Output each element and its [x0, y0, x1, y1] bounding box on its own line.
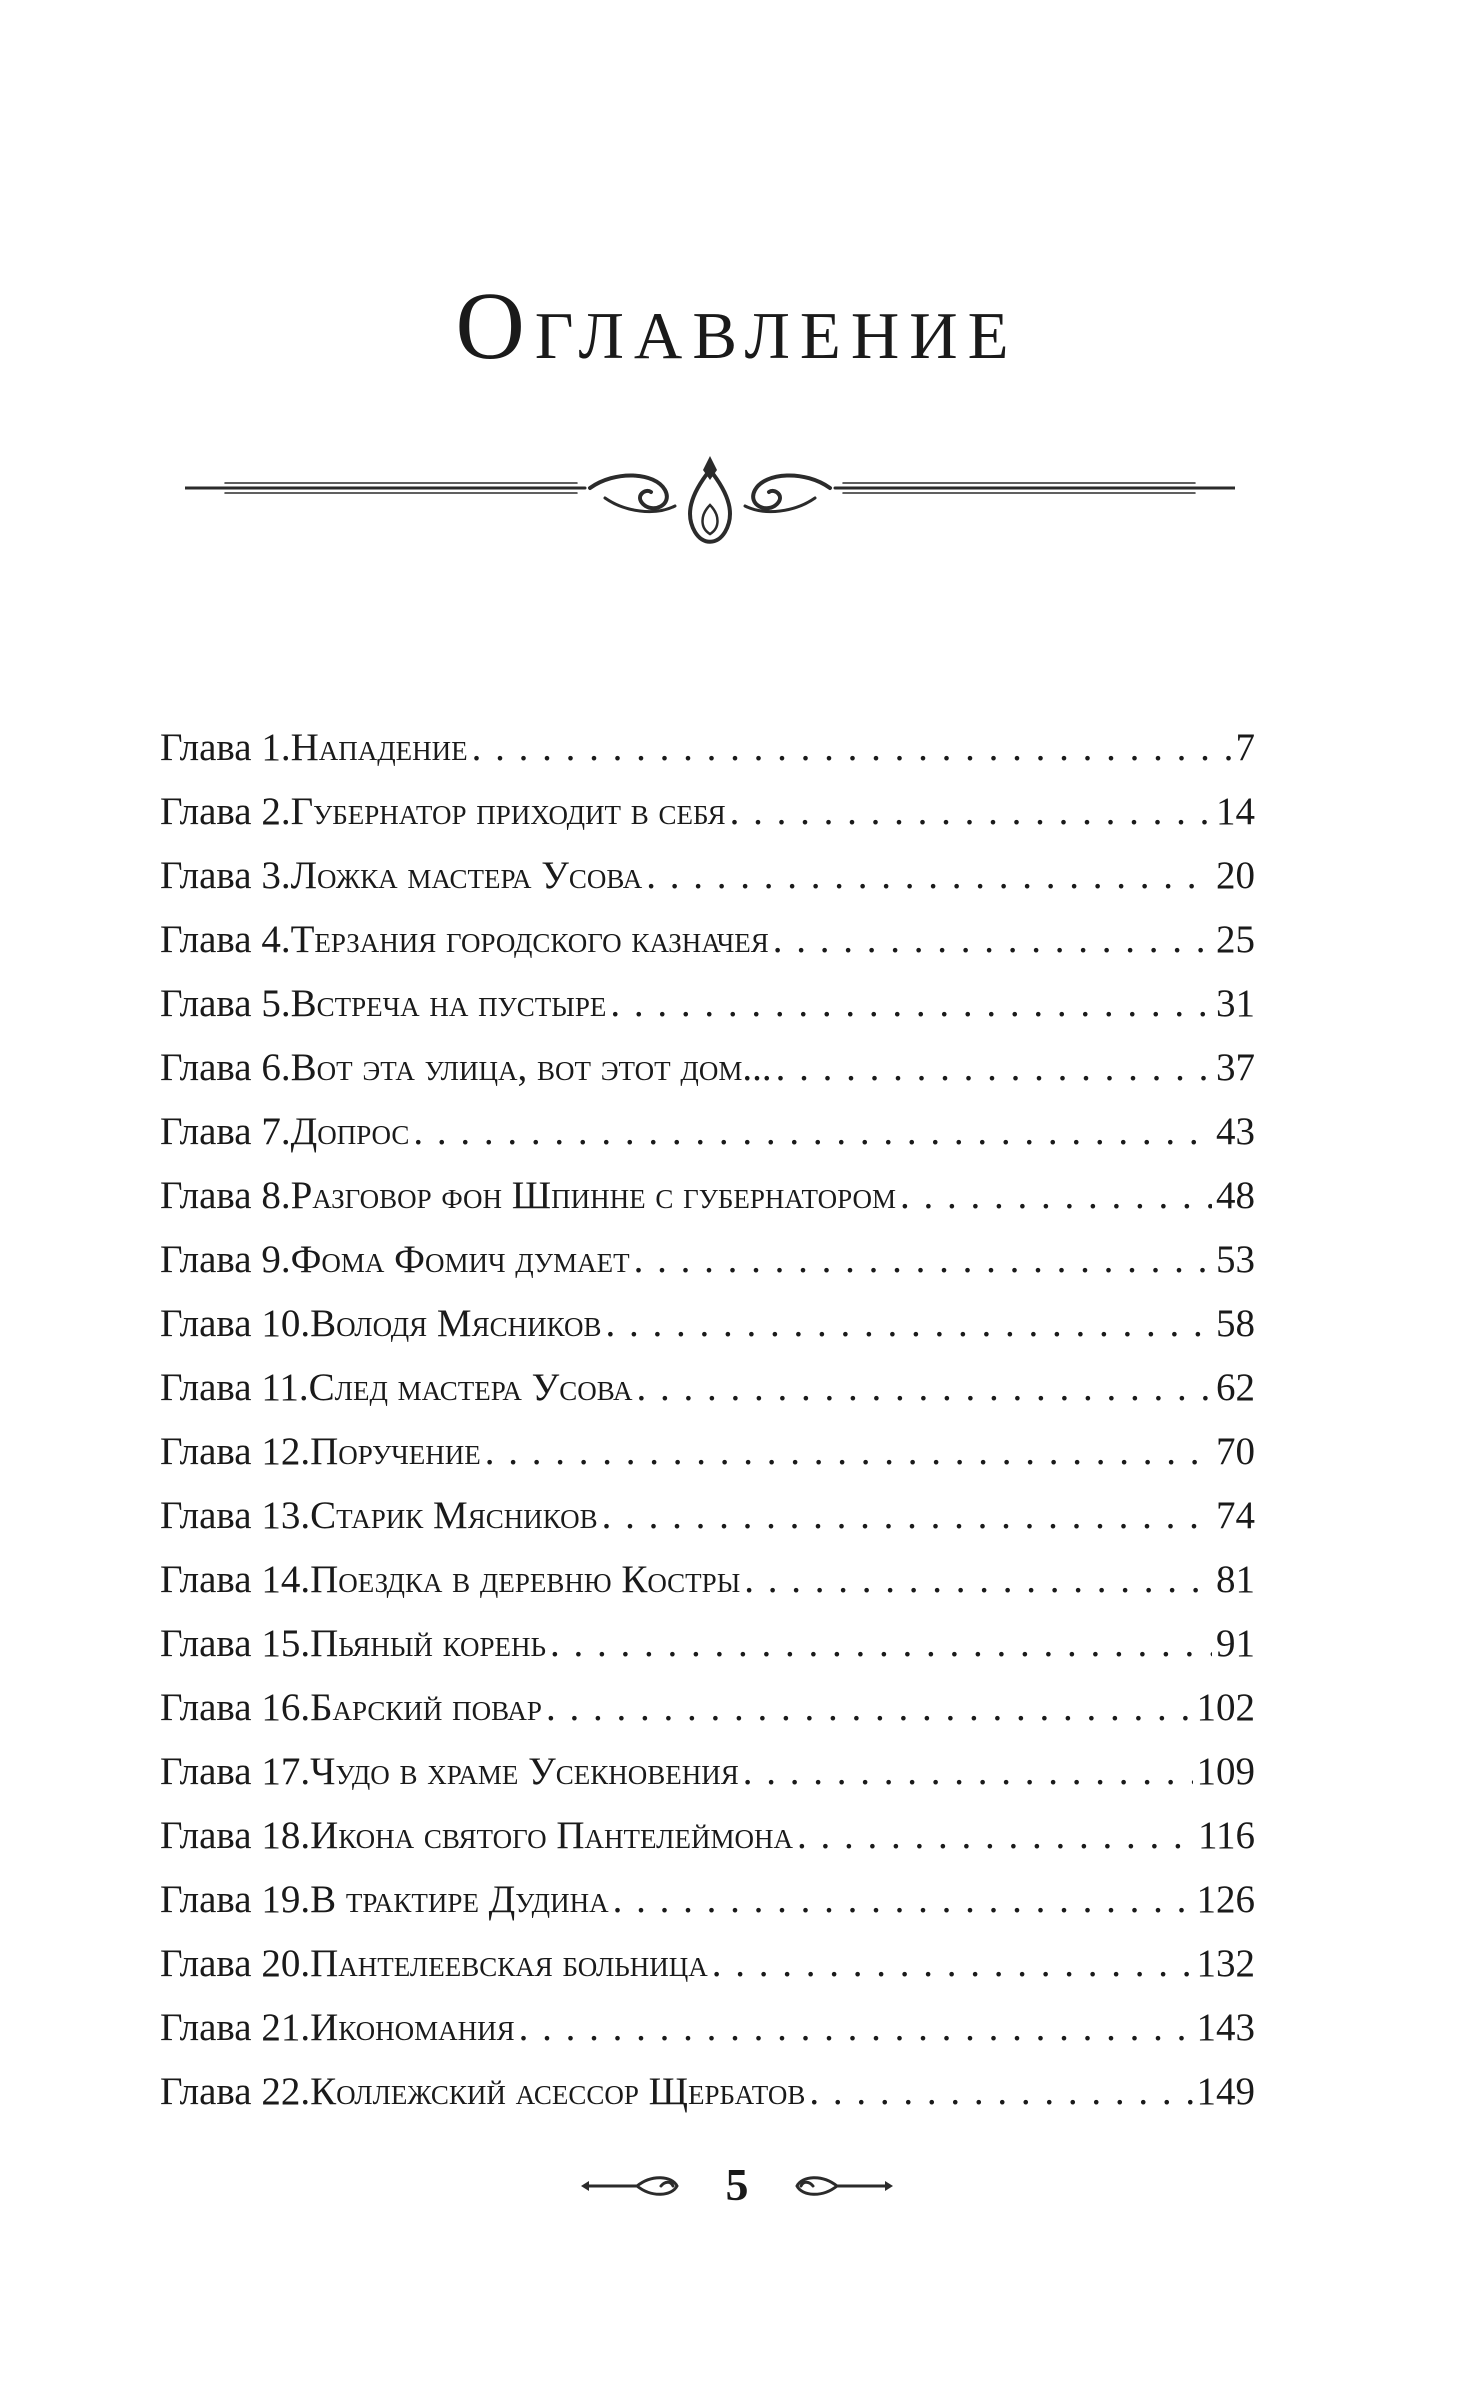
- toc-chapter-title: Пьяный корень: [310, 1622, 546, 1665]
- toc-page-number: 20: [1216, 854, 1255, 897]
- toc-entry[interactable]: [160, 853, 1255, 917]
- toc-label: Глава 19.: [160, 1878, 311, 1921]
- toc-entry[interactable]: [160, 1685, 1255, 1749]
- dot-leader: [637, 1365, 1212, 1410]
- dot-leader: [605, 1301, 1212, 1346]
- flourish-divider-ornament: [185, 450, 1235, 560]
- toc-label: Глава 3.: [160, 854, 291, 897]
- dot-leader: [743, 1749, 1193, 1794]
- toc-page-number: 37: [1216, 1046, 1255, 1089]
- toc-page-number: 102: [1196, 1686, 1255, 1729]
- toc-entry[interactable]: [160, 1045, 1255, 1109]
- toc-label: Глава 13.: [160, 1494, 311, 1537]
- toc-label: Глава 4.: [160, 918, 291, 961]
- toc-chapter-title: Старик Мясников: [310, 1494, 598, 1537]
- toc-label: Глава 2.: [160, 790, 291, 833]
- toc-label: Глава 15.: [160, 1622, 311, 1665]
- toc-label: Глава 14.: [160, 1558, 311, 1601]
- toc-label: Глава 10.: [160, 1302, 311, 1345]
- toc-chapter-title: Губернатор приходит в себя: [290, 790, 726, 833]
- toc-label: Глава 5.: [160, 982, 291, 1025]
- toc-chapter-title: Пантелеевская больница: [310, 1942, 708, 1985]
- toc-chapter-title: Поездка в деревню Костры: [310, 1558, 741, 1601]
- toc-chapter-title: Поручение: [310, 1430, 481, 1473]
- toc-entry[interactable]: [160, 1941, 1255, 2005]
- toc-chapter-title: Икона святого Пантелеймона: [310, 1814, 793, 1857]
- toc-page-number: 91: [1216, 1622, 1255, 1665]
- toc-page-number: 70: [1216, 1430, 1255, 1473]
- toc-label: Глава 7.: [160, 1110, 291, 1153]
- toc-page-number: 31: [1216, 982, 1255, 1025]
- toc-chapter-title: Встреча на пустыре: [290, 982, 607, 1025]
- toc-entry[interactable]: [160, 917, 1255, 981]
- dot-leader: [546, 1685, 1193, 1730]
- dot-leader: [519, 2005, 1193, 2050]
- dot-leader: [602, 1493, 1212, 1538]
- toc-entry[interactable]: [160, 981, 1255, 1045]
- dot-leader: [634, 1237, 1212, 1282]
- dot-leader: [485, 1429, 1212, 1474]
- toc-label: Глава 12.: [160, 1430, 311, 1473]
- toc-label: Глава 21.: [160, 2006, 311, 2049]
- toc-entry[interactable]: [160, 1429, 1255, 1493]
- toc-chapter-title: След мастера Усова: [308, 1366, 633, 1409]
- toc-entry[interactable]: [160, 1365, 1255, 1429]
- toc-chapter-title: Володя Мясников: [310, 1302, 602, 1345]
- toc-label: Глава 20.: [160, 1942, 311, 1985]
- toc-page-number: 126: [1196, 1878, 1255, 1921]
- dot-leader: [730, 789, 1212, 834]
- toc-page-number: 81: [1216, 1558, 1255, 1601]
- toc-entry[interactable]: [160, 1557, 1255, 1621]
- toc-entry[interactable]: [160, 1493, 1255, 1557]
- toc-chapter-title: Разговор фон Шпинне с губернатором: [290, 1174, 896, 1217]
- toc-entry[interactable]: [160, 1173, 1255, 1237]
- dot-leader: [472, 725, 1232, 770]
- dot-leader: [646, 853, 1212, 898]
- table-of-contents: [160, 725, 1255, 2133]
- toc-entry[interactable]: [160, 1813, 1255, 1877]
- toc-page-number: 109: [1196, 1750, 1255, 1793]
- toc-page-number: 116: [1197, 1814, 1255, 1857]
- toc-page-number: 143: [1196, 2006, 1255, 2049]
- toc-label: Глава 1.: [160, 726, 291, 769]
- toc-chapter-title: Нападение: [290, 726, 468, 769]
- toc-label: Глава 22.: [160, 2070, 311, 2113]
- toc-label: Глава 17.: [160, 1750, 311, 1793]
- toc-page-number: 62: [1216, 1366, 1255, 1409]
- dot-leader: [797, 1813, 1194, 1858]
- toc-entry[interactable]: [160, 1749, 1255, 1813]
- toc-chapter-title: Чудо в храме Усекновения: [310, 1750, 739, 1793]
- toc-chapter-title: Коллежский асессор Щербатов: [310, 2070, 806, 2113]
- toc-chapter-title: Допрос: [290, 1110, 410, 1153]
- toc-entry[interactable]: [160, 1621, 1255, 1685]
- toc-label: Глава 8.: [160, 1174, 291, 1217]
- toc-chapter-title: Вот эта улица, вот этот дом...: [290, 1046, 772, 1089]
- toc-entry[interactable]: [160, 1877, 1255, 1941]
- toc-entry[interactable]: [160, 1237, 1255, 1301]
- toc-entry[interactable]: [160, 725, 1255, 789]
- toc-page-number: 7: [1235, 726, 1255, 769]
- dot-leader: [776, 1045, 1212, 1090]
- toc-page-number: 43: [1216, 1110, 1255, 1153]
- toc-entry[interactable]: [160, 789, 1255, 853]
- toc-page-number: 25: [1216, 918, 1255, 961]
- toc-chapter-title: Фома Фомич думает: [290, 1238, 630, 1281]
- toc-chapter-title: В трактире Дудина: [310, 1878, 609, 1921]
- dot-leader: [610, 981, 1212, 1026]
- toc-label: Глава 16.: [160, 1686, 311, 1729]
- toc-entry[interactable]: [160, 2005, 1255, 2069]
- page-number: 5: [725, 2159, 749, 2210]
- toc-label: Глава 6.: [160, 1046, 291, 1089]
- dot-leader: [613, 1877, 1193, 1922]
- dot-leader: [413, 1109, 1212, 1154]
- dot-leader: [900, 1173, 1212, 1218]
- toc-page-number: 53: [1216, 1238, 1255, 1281]
- toc-entry[interactable]: [160, 1109, 1255, 1173]
- toc-chapter-title: Икономания: [310, 2006, 515, 2049]
- toc-chapter-title: Ложка мастера Усова: [290, 854, 643, 897]
- toc-page-number: 58: [1216, 1302, 1255, 1345]
- dot-leader: [550, 1621, 1212, 1666]
- toc-page-number: 74: [1216, 1494, 1255, 1537]
- toc-label: Глава 18.: [160, 1814, 311, 1857]
- page-title: Оглавление: [455, 272, 1019, 379]
- toc-page-number: 48: [1216, 1174, 1255, 1217]
- toc-label: Глава 11.: [160, 1366, 309, 1409]
- toc-page-number: 14: [1216, 790, 1255, 833]
- toc-chapter-title: Барский повар: [310, 1686, 542, 1729]
- dot-leader: [744, 1557, 1212, 1602]
- toc-chapter-title: Терзания городского казначея: [290, 918, 769, 961]
- toc-page-number: 132: [1196, 1942, 1255, 1985]
- toc-entry[interactable]: [160, 1301, 1255, 1365]
- toc-entry[interactable]: [160, 2069, 1255, 2133]
- toc-label: Глава 9.: [160, 1238, 291, 1281]
- dot-leader: [809, 2069, 1192, 2114]
- page-number-footer: [577, 2150, 897, 2220]
- toc-page-number: 149: [1196, 2070, 1255, 2113]
- dot-leader: [712, 1941, 1193, 1986]
- dot-leader: [773, 917, 1212, 962]
